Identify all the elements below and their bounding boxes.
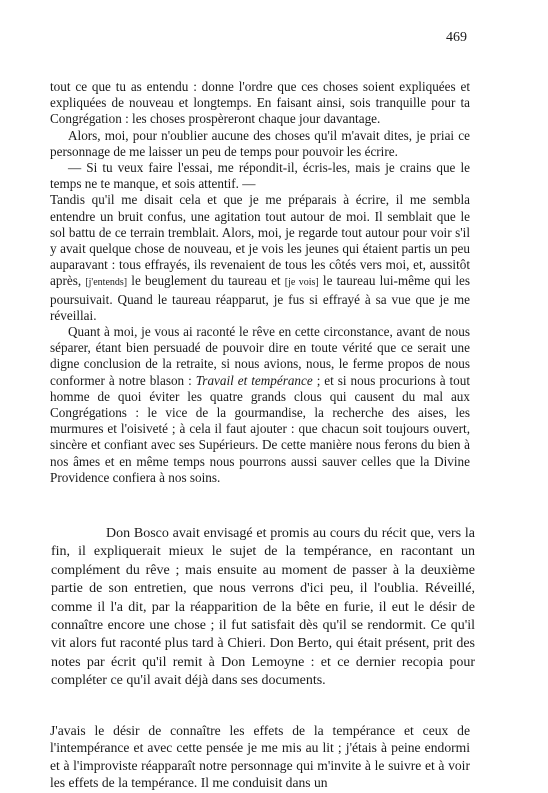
motto: Travail et tempérance xyxy=(195,372,313,388)
paragraph-text: le beuglement du taureau et xyxy=(131,273,281,289)
paragraph xyxy=(50,324,470,486)
paragraph: Alors, moi, pour n'oublier aucune des choses qu'il m'avait dites, je priai ce personnage de me laisser un peu de temps pour pouvoir les écrire. xyxy=(50,127,470,159)
paragraph: tout ce que tu as entendu : donne l'ordre que ces choses soient expliquées et expliquées de nouveau et longtemps. En faisant ainsi, sois tranquille pour ta Congrégation : les choses prospèreront chaque jour davantage. xyxy=(50,79,470,127)
editorial-bracket: [j'entends] xyxy=(85,277,128,289)
paragraph: J'avais le désir de connaître les effets de la tempérance et ceux de l'intempérance et avec cette pensée je me mis au lit ; j'étais à peine endormi et à l'improviste réapparaît notre personnage qui m'invite à le suivre et à voir les effets de la tempérance. Il me conduisit dans un xyxy=(50,723,470,791)
paragraph-text: Tandis qu'il me disait cela et que je me préparais à écrire, il me sembla entendre un bruit confus, une agitation tout autour de moi. Il semblait que le sol battu de ce terrain tremblait. Alors, moi, je regarde tout autour pour voir s'il y avait quelque chose de nouveau, et je vois les jeunes qui étaient partis un peu auparavant : tous effrayés, ils revenaient de tous les côtés vers moi, et, aussitôt après, xyxy=(50,192,470,289)
dream-narrative-section xyxy=(50,79,470,486)
paragraph xyxy=(50,192,470,324)
paragraph-text: le taureau lui-même qui les poursuivait. Quand le taureau réapparut, je fus si effrayé à sa vue que je me réveillai. xyxy=(50,273,471,323)
dialogue-paragraph: — Si tu veux faire l'essai, me répondit-il, écris-les, mais je crains que le temps ne te manque, et sois attentif. — xyxy=(50,160,470,192)
paragraph-text: Quant à moi, je vous ai raconté le rêve en cette circonstance, avant de nous séparer, étant bien persuadé de pouvoir dire en toute vérité que ce serait une digne conclusion de la retraite, si nous avions, nous, le ferme propos de nous conformer à notre blason : xyxy=(50,324,470,388)
continuation-section xyxy=(50,722,470,792)
page-number: 469 xyxy=(446,30,467,45)
editorial-bracket: [je vois] xyxy=(284,277,319,289)
paragraph: Don Bosco avait envisagé et promis au cours du récit que, vers la fin, il expliquerait mieux le sujet de la tempérance, en racontant un complément du rêve ; mais ensuite au moment de passer à la deuxième partie de son entretien, que nous verrons d'ici peu, il l'oublia. Réveillé, comme il l'a dit, par la réapparition de la bête en furie, il eut le désir de connaître encore une chose ; il fut satisfait dès qu'il se rendormit. Ce qu'il vit alors fut raconté plus tard à Chieri. Don Berto, qui était présent, prit des notes par écrit qu'il remit à Don Lemoyne : et ce dernier recopia pour compléter ce qu'il avait déjà dans ses documents. xyxy=(51,526,475,689)
paragraph-text: ; et si nous procurions à tout homme de quoi éviter les quatre grands clous qui causent du mal aux Congrégations : le vice de la gourmandise, la recherche des aises, les murmures et l'oisiveté ; à cela il faut ajouter : que chacun soit toujours ouvert, sincère et confiant avec ses Supérieurs. De cette manière nous ferons du bien à nos âmes et en même temps nous pourrons aussi sauver celles que la Divine Providence confiera à nos soins. xyxy=(50,372,471,485)
commentary-section xyxy=(51,525,475,691)
